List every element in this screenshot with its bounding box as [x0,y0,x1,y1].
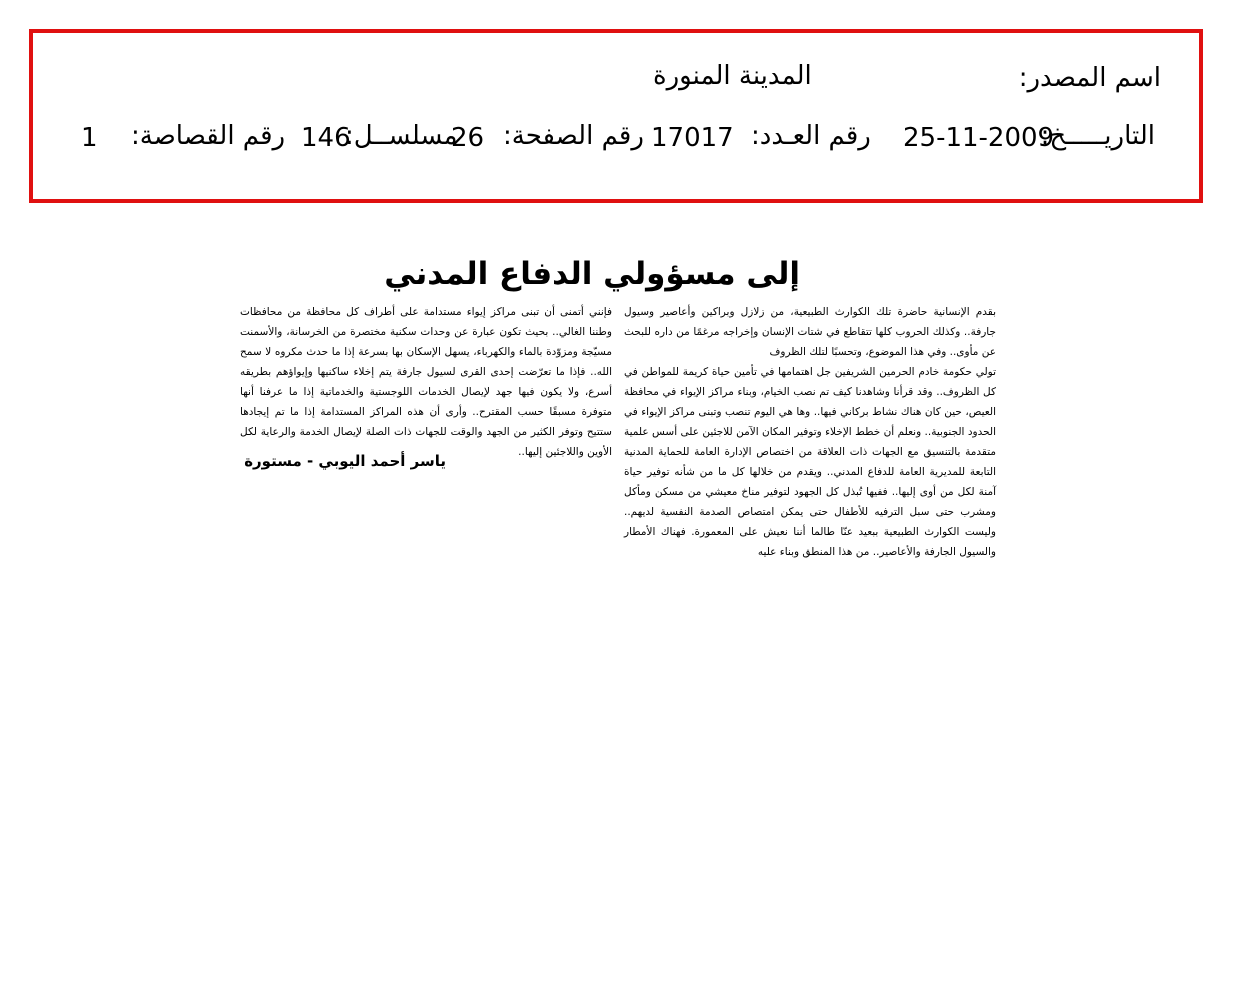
page-value: 26 [451,123,485,153]
clip-value: 1 [81,123,98,153]
date-label: التاريـــــخ: [1040,121,1155,151]
page-label: رقم الصفحة: [503,121,644,151]
issue-value: 17017 [651,123,734,153]
clip-label: رقم القصاصة: [131,121,286,151]
source-label: اسم المصدر: [1018,63,1161,93]
article-column-left [240,302,612,462]
serial-value: 146 [301,123,351,153]
serial-label: مسلســل: [345,121,458,151]
paragraph: فإنني أتمنى أن تبنى مراكز إيواء مستدامة على أطراف كل محافظة من محافظات وطننا الغالي.. بحيث تكون عبارة عن وحدات سكنية مختصرة من الخرسانة، والأسمنت مسيّجة ومزوّدة بالماء والكهرباء، يسهل الإسكان بها بسرعة إذا ما حدث مكروه لا سمح الله.. فإذا ما تعرّضت إحدى القرى لسيول جارفة يتم إخلاء ساكنيها وإيواؤهم بطريقه أسرع، ولا يكون فيها جهد لإيصال الخدمات اللوجستية والخدماتية إذا ما عرفنا أنها متوفرة مسبقًا حسب المقترح.. وأرى أن هذه المراكز المستدامة إذا ما تم إيجادها ستتيح وتوفر الكثير من الجهد والوقت للجهات ذات الصلة لإيصال الخدمة والرعاية لكل الأوين واللاجئين إليها.. [240,306,612,458]
article-column-right [624,302,996,562]
paragraph: بقدم الإنسانية حاضرة تلك الكوارث الطبيعية، من زلازل وبراكين وأعاصير وسيول جارفة.. وكذلك الحروب كلها تتقاطع في شتات الإنسان وإخراجه مرغمًا من داره للبحث عن مأوى.. وفي هذا الموضوع، وتحسبًا لتلك الظروف [624,306,996,358]
author-byline: ياسر أحمد اليوبي - مستورة [244,452,446,470]
article-headline: إلى مسؤولي الدفاع المدني [384,256,800,292]
date-value: 25-11-2009 [903,123,1055,153]
issue-label: رقم العـدد: [751,121,871,151]
clipping-metadata-frame [29,29,1203,203]
paragraph: تولي حكومة خادم الحرمين الشريفين جل اهتمامها في تأمين حياة كريمة للمواطن في كل الظروف.. وقد قرأنا وشاهدنا كيف تم نصب الخيام، وبناء مراكز الإيواء في محافظة العيص، حين كان هناك نشاط بركاني فيها.. وها هي اليوم تنصب وتبنى مراكز الإيواء في الحدود الجنوبية.. ونعلم أن خطط الإخلاء وتوفير المكان الآمن للاجئين على أسس علمية متقدمة بالتنسيق مع الجهات ذات العلاقة من اختصاص الإدارة العامة للحماية المدنية التابعة للمديرية العامة للدفاع المدني.. ويقدم من خلالها كل ما من شأنه توفير حياة آمنة لكل من أوى إليها.. ففيها تُبذل كل الجهود لتوفير مناخ معيشي من مسكن ومأكل ومشرب حتى سبل الترفيه للأطفال حتى يمكن امتصاص الصدمة النفسية لديهم.. وليست الكوارث الطبيعية ببعيد عنّا طالما أننا نعيش على المعمورة. فهناك الأمطار والسيول الجارفة والأعاصير.. من هذا المنطق وبناء عليه [624,366,996,558]
source-value: المدينة المنورة [653,61,812,91]
